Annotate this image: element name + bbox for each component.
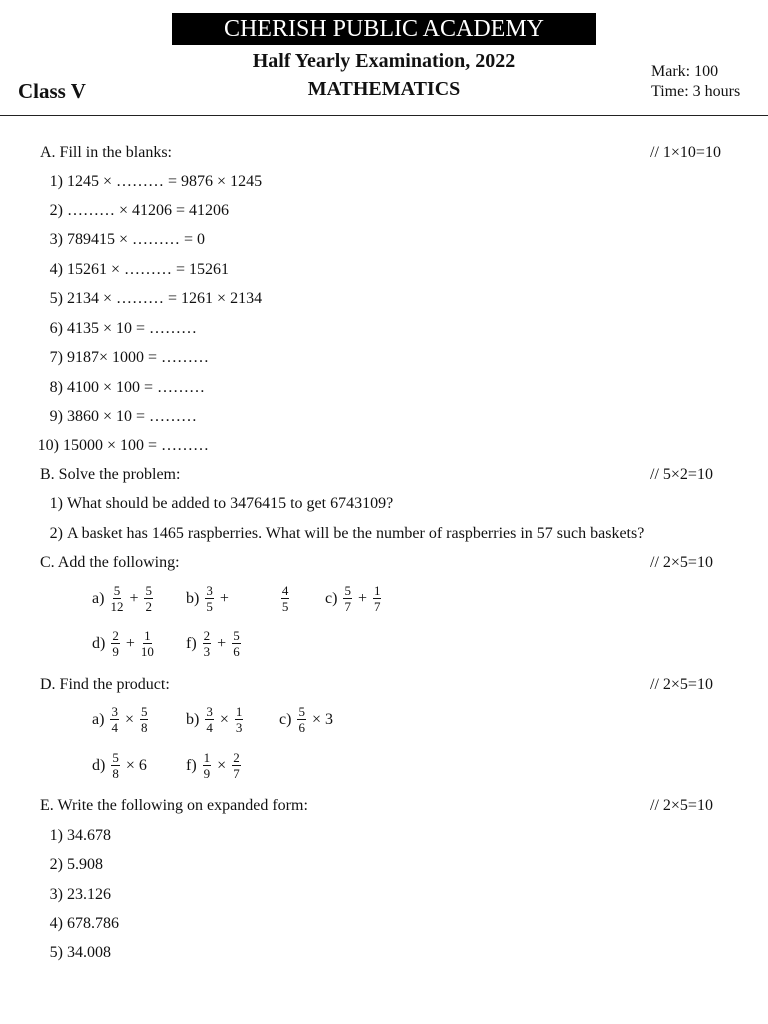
list-item: 2) ……… × 41206 = 41206 xyxy=(49,202,230,219)
fraction-problem-d-a: a) $\frac{3}{4}$ × $\frac{5}{8}$ xyxy=(92,704,148,735)
fraction: $\frac{1}{10}$ xyxy=(140,628,154,659)
fraction-problem-c-b: b) $\frac{3}{5}$ + $\frac{4}{5}$ xyxy=(186,583,289,614)
fraction: $\frac{5}{12}$ xyxy=(110,583,124,614)
fraction: $\frac{5}{8}$ xyxy=(140,704,148,735)
fraction-problem-c-c: c) $\frac{5}{7}$ + $\frac{1}{7}$ xyxy=(325,583,381,614)
fraction: $\frac{2}{3}$ xyxy=(203,628,211,659)
fraction: $\frac{5}{8}$ xyxy=(112,750,119,781)
fraction: $\frac{2}{7}$ xyxy=(233,750,240,781)
section-e-marks: // 2×5=10 xyxy=(650,797,713,814)
list-item: 3) 789415 × ……… = 0 xyxy=(49,231,206,248)
fraction: $\frac{5}{6}$ xyxy=(233,628,240,659)
fraction-problem-c-d: d) $\frac{2}{9}$ + $\frac{1}{10}$ xyxy=(92,628,154,659)
subject-title: MATHEMATICS xyxy=(307,78,461,100)
section-c-title: C. Add the following: xyxy=(40,554,180,571)
section-a-title: A. Fill in the blanks: xyxy=(40,144,172,161)
section-a-marks: // 1×10=10 xyxy=(650,144,721,161)
fraction-problem-d-f: f) $\frac{1}{9}$ × $\frac{2}{7}$ xyxy=(186,750,240,781)
list-item: 1) 34.678 xyxy=(49,827,111,844)
list-item: 10) 15000 × 100 = ……… xyxy=(37,437,210,454)
section-c-marks: // 2×5=10 xyxy=(650,554,713,571)
school-name-banner: CHERISH PUBLIC ACADEMY xyxy=(172,13,596,45)
fraction-problem-c-a: a) $\frac{5}{12}$ + $\frac{5}{2}$ xyxy=(92,583,152,614)
exam-title: Half Yearly Examination, 2022 xyxy=(252,50,516,72)
list-item: 1) What should be added to 3476415 to get 6743109? xyxy=(49,495,394,512)
fraction: $\frac{3}{4}$ xyxy=(111,704,118,735)
fraction-problem-c-f: f) $\frac{2}{3}$ + $\frac{5}{6}$ xyxy=(186,628,240,659)
fraction-problem-d-b: b) $\frac{3}{4}$ × $\frac{1}{3}$ xyxy=(186,704,243,735)
fraction: $\frac{1}{7}$ xyxy=(373,583,381,614)
fraction: $\frac{5}{2}$ xyxy=(145,583,152,614)
list-item: 5) 2134 × ……… = 1261 × 2134 xyxy=(49,290,263,307)
section-b-title: B. Solve the problem: xyxy=(40,466,181,483)
fraction: $\frac{5}{7}$ xyxy=(344,583,351,614)
list-item: 9) 3860 × 10 = ……… xyxy=(49,408,198,425)
list-item: 3) 23.126 xyxy=(49,886,111,903)
section-d-marks: // 2×5=10 xyxy=(650,676,713,693)
list-item: 2) A basket has 1465 raspberries. What will be the number of raspberries in 57 such baskets? xyxy=(49,525,645,542)
fraction: $\frac{1}{3}$ xyxy=(235,704,243,735)
fraction: $\frac{3}{5}$ xyxy=(206,583,213,614)
time-allowed: Time: 3 hours xyxy=(651,83,741,100)
class-label: Class V xyxy=(18,79,86,103)
list-item: 4) 678.786 xyxy=(49,915,119,932)
section-d-title: D. Find the product: xyxy=(40,676,170,693)
list-item: 7) 9187× 1000 = ……… xyxy=(49,349,210,366)
list-item: 2) 5.908 xyxy=(49,856,103,873)
total-marks: Mark: 100 xyxy=(651,63,719,80)
list-item: 4) 15261 × ……… = 15261 xyxy=(49,261,230,278)
fraction-problem-d-c: c) $\frac{5}{6}$ × 3 xyxy=(279,704,333,735)
fraction: $\frac{5}{6}$ xyxy=(298,704,305,735)
fraction: $\frac{4}{5}$ xyxy=(281,583,289,614)
fraction: $\frac{3}{4}$ xyxy=(206,704,213,735)
list-item: 1) 1245 × ……… = 9876 × 1245 xyxy=(49,173,263,190)
fraction-problem-d-d: d) $\frac{5}{8}$ × 6 xyxy=(92,750,147,781)
header-divider xyxy=(0,115,768,116)
fraction: $\frac{2}{9}$ xyxy=(112,628,119,659)
list-item: 8) 4100 × 100 = ……… xyxy=(49,379,206,396)
list-item: 6) 4135 × 10 = ……… xyxy=(49,320,198,337)
fraction: $\frac{1}{9}$ xyxy=(203,750,211,781)
list-item: 5) 34.008 xyxy=(49,944,111,961)
section-e-title: E. Write the following on expanded form: xyxy=(40,797,308,814)
section-b-marks: // 5×2=10 xyxy=(650,466,713,483)
